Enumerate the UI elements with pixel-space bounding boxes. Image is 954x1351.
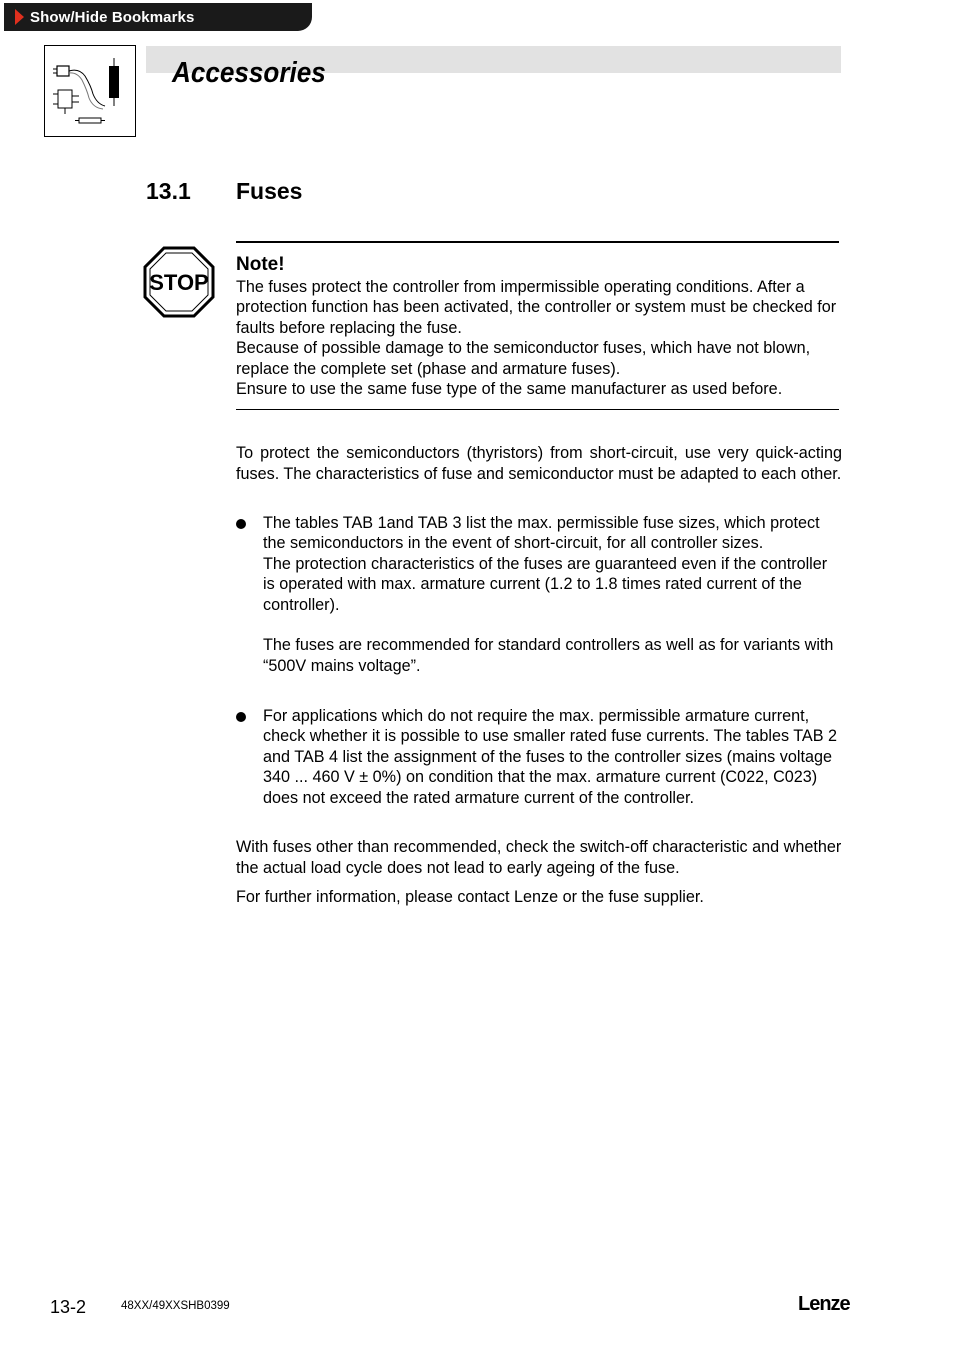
bullet-paragraph: The protection characteristics of the fuses are guaranteed even if the controller is operated with max. armature current (1.2 to 1.8 times rated current of the controller). (263, 554, 828, 614)
page-number: 13-2 (50, 1297, 87, 1317)
show-hide-bookmarks-button[interactable] (4, 3, 312, 31)
closing-paragraph: For further information, please contact Lenze or the fuse supplier. (236, 888, 704, 906)
note-paragraph: Ensure to use the same fuse type of the same manufacturer as used before. (236, 380, 783, 399)
section-number: 13.1 (146, 178, 191, 204)
document-code: 48XX/49XXSHB0399 (121, 1300, 230, 1312)
note-paragraph: The fuses protect the controller from impermissible operating conditions. After a protection function has been activated, the controller or system must be checked for faults before replacing the fuse. (236, 278, 837, 337)
note-body (236, 277, 842, 399)
bullet-paragraph: The fuses are recommended for standard controllers as well as for variants with “500V mains voltage”. (263, 636, 834, 675)
triangle-right-icon (15, 9, 24, 25)
chapter-title: Accessories (172, 57, 326, 89)
list-item (236, 706, 842, 808)
list-item (236, 513, 842, 676)
bullet-icon (236, 519, 246, 529)
note-paragraph: Because of possible damage to the semiconductor fuses, which have not blown, replace the complete set (phase and armature fuses). (236, 339, 811, 378)
stop-text: STOP (149, 270, 209, 295)
accessories-chapter-icon (44, 45, 136, 137)
intro-paragraph: To protect the semiconductors (thyristors) from short-circuit, use very quick-acting fuses. The characteristics of fuse and semiconductor must be adapted to each other. (236, 444, 842, 483)
bullet-paragraph: For applications which do not require the max. permissible armature current, check whether it is possible to use smaller rated fuse currents. The tables TAB 2 and TAB 4 list the assignment of the fuses to the controller sizes (mains voltage 340 ... 460 V ± 0%) on condition that the max. armature current (C022, C023) does not exceed the rated armature current of the controller. (263, 707, 838, 807)
closing-paragraph: With fuses other than recommended, check the switch-off characteristic and whether the actual load cycle does not lead to early ageing of the fuse. (236, 838, 842, 877)
bullet-paragraph: The tables TAB 1and TAB 3 list the max. permissible fuse sizes, which protect the semiconductors in the event of short-circuit, for all controller sizes. (263, 514, 820, 553)
note-bottom-rule (236, 409, 839, 410)
note-title: Note! (236, 254, 285, 275)
lenze-logo: Lenze (798, 1293, 850, 1315)
note-top-rule (236, 241, 839, 243)
show-hide-bookmarks-label: Show/Hide Bookmarks (30, 8, 195, 26)
stop-sign-icon (143, 246, 215, 318)
bullet-icon (236, 712, 246, 722)
section-title: Fuses (236, 178, 303, 204)
